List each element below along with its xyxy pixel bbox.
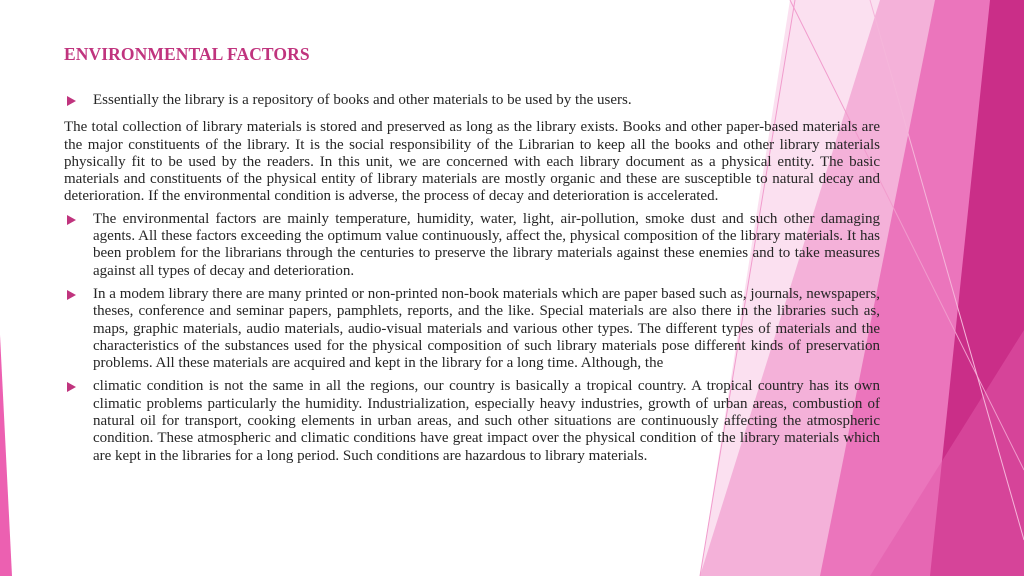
bullet-text: Essentially the library is a repository of books and other materials to be used by the users. [93, 92, 632, 108]
slide-body [64, 92, 880, 471]
bullet-arrow-icon [67, 290, 76, 300]
bullet-arrow-icon [67, 96, 76, 106]
bullet-text: The environmental factors are mainly temperature, humidity, water, light, air-pollution, smoke dust and such other damaging agents. All these factors exceeding the optimum value continuously, affect the, physical composition of the library materials. It has been problem for the librarians through the centuries to preserve the library materials against these enemies and to take measures against all types of decay and deterioration. [93, 210, 880, 279]
bullet-item [64, 92, 880, 109]
bullet-arrow-icon [67, 382, 76, 392]
bullet-text: climatic condition is not the same in all the regions, our country is basically a tropical country. A tropical country has its own climatic problems particularly the humidity. Industrialization, especially heavy industries, growth of urban areas, combustion of natural oil for transport, cooking elements in urban areas, and such other situations are continuously affecting the atmospheric condition. These atmospheric and climatic conditions have great impact over the physical condition of the library materials which are kept in the libraries for a long period. Such conditions are hazardous to library materials. [93, 378, 880, 464]
bullet-item [64, 378, 880, 464]
bullet-arrow-icon [67, 215, 76, 225]
body-paragraph: The total collection of library materials is stored and preserved as long as the library exists. Books and other paper-based materials are the major constituents of the library. It is the social responsibility of the Librarian to keep all the books and other library materials physically fit to be used by the readers. In this unit, we are concerned with each library document as a physical entity. The basic materials and constituents of the physical entity of library materials are mostly organic and these are susceptible to natural decay and deterioration. If the environmental condition is adverse, the process of decay and deterioration is accelerated. [64, 119, 880, 205]
slide-title: ENVIRONMENTAL FACTORS [64, 44, 310, 64]
bullet-item [64, 286, 880, 372]
bullet-item [64, 211, 880, 280]
bullet-text: In a modem library there are many printed or non-printed non-book materials which are paper based such as, journals, newspapers, theses, conference and seminar papers, pamphlets, reports, and the like. Special materials are also there in the libraries such as, maps, graphic materials, audio materials, audio-visual materials and various other types. The different types of materials and the characteristics of the substances used for the physical composition of such library materials pose different kinds of preservation problems. All these materials are acquired and kept in the library for a long time. Although, the [93, 285, 880, 372]
